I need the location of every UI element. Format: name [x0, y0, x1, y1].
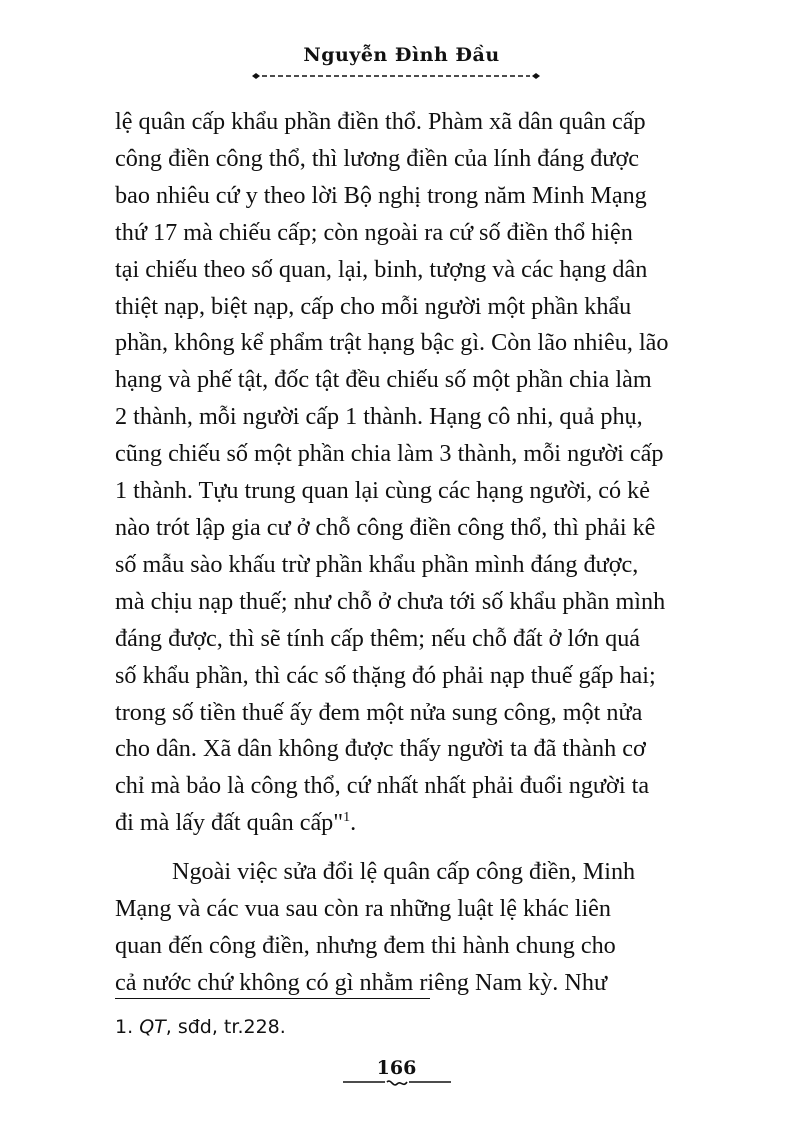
text-line: lệ quân cấp khẩu phần điền thổ. Phàm xã dân quân cấp: [115, 108, 646, 135]
text-line: nào trót lập gia cư ở chỗ công điền công thổ, thì phải kê: [115, 513, 656, 541]
text-line: bao nhiêu cứ y theo lời Bộ nghị trong năm Minh Mạng: [115, 181, 647, 209]
text-line: cũng chiếu số một phần chia làm 3 thành, mỗi người cấp: [115, 440, 664, 468]
text-line: hạng và phế tật, đốc tật đều chiếu số một phần chia làm: [115, 366, 652, 394]
running-head-container: [0, 44, 793, 66]
text-line: đáng được, thì sẽ tính cấp thêm; nếu chỗ đất ở lớn quá: [115, 624, 641, 652]
text-line: cho dân. Xã dân không được thấy người ta đã thành cơ: [115, 735, 646, 763]
text-line: số mẫu sào khấu trừ phần khẩu phần mình đáng được,: [115, 550, 639, 578]
running-head: Nguyễn Đình Đầu: [303, 44, 500, 66]
text-line: công điền công thổ, thì lương điền của lính đáng được: [115, 144, 640, 172]
main-text: [115, 104, 683, 1002]
sentence-period: .: [350, 809, 357, 837]
footnote-separator: [115, 998, 430, 999]
footnote-source: QT: [139, 1016, 166, 1038]
text-line: Mạng và các vua sau còn ra những luật lệ khác liên: [115, 895, 611, 923]
text-line: quan đến công điền, nhưng đem thi hành chung cho: [115, 931, 616, 959]
text-line: thứ 17 mà chiếu cấp; còn ngoài ra cứ số điền thổ hiện: [115, 218, 633, 246]
text-line: đi mà lấy đất quân cấp": [115, 809, 344, 837]
text-line: chỉ mà bảo là công thổ, cứ nhất nhất phải đuổi người ta: [115, 772, 650, 800]
text-line: mà chịu nạp thuế; như chỗ ở chưa tới số khẩu phần mình: [115, 587, 666, 615]
footnote-details: , sđd, tr.228.: [165, 1016, 286, 1038]
footnote-reference[interactable]: 1: [343, 810, 351, 826]
footnote: [115, 1016, 286, 1038]
paragraph-1: [115, 104, 683, 842]
text-line: phần, không kể phẩm trật hạng bậc gì. Còn lão nhiêu, lão: [115, 329, 669, 357]
paragraph-2: [115, 854, 683, 1002]
text-line: 1 thành. Tựu trung quan lại cùng các hạng người, có kẻ: [115, 477, 650, 505]
footnote-number: 1.: [115, 1016, 134, 1038]
text-line: số khẩu phần, thì các số thặng đó phải nạp thuế gấp hai;: [115, 661, 656, 689]
text-line: trong số tiền thuế ấy đem một nửa sung công, một nửa: [115, 698, 643, 726]
text-line: tại chiếu theo số quan, lại, binh, tượng và các hạng dân: [115, 255, 648, 283]
header-dashed-rule: [252, 72, 540, 80]
text-line: Ngoài việc sửa đổi lệ quân cấp công điền, Minh: [172, 858, 636, 886]
text-line: cả nước chứ không có gì nhằm riêng Nam kỳ. Như: [115, 968, 608, 996]
page-number-ornament: [343, 1078, 451, 1090]
text-line: 2 thành, mỗi người cấp 1 thành. Hạng cô nhi, quả phụ,: [115, 403, 643, 431]
page-number: 166: [376, 1057, 417, 1079]
text-line: thiệt nạp, biệt nạp, cấp cho mỗi người một phần khẩu: [115, 292, 632, 320]
